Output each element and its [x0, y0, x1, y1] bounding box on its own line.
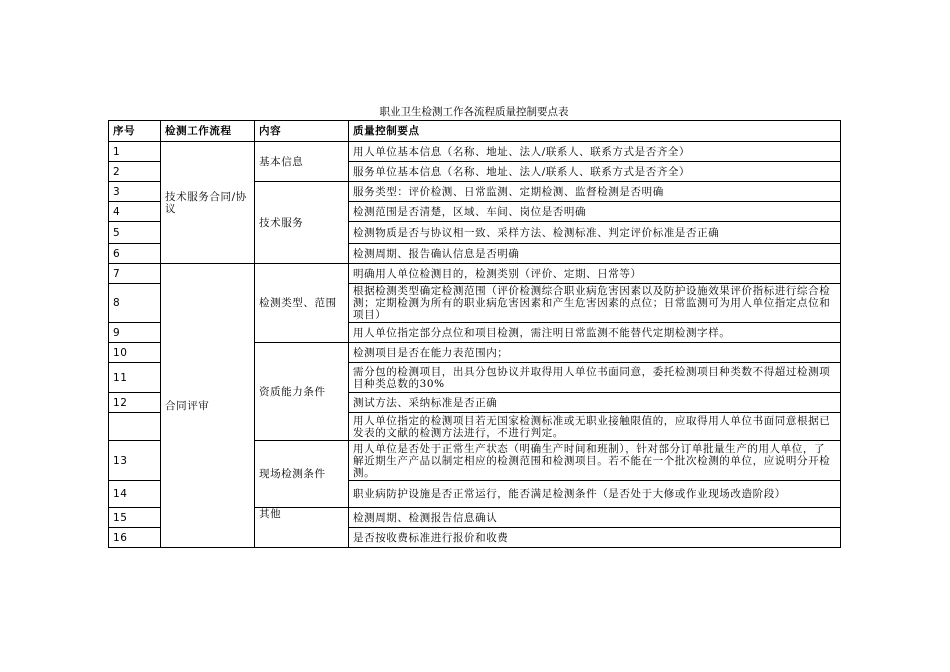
control-point: 职业病防护设施是否正常运行，能否满足检测条件（是否处于大修或作业现场改造阶段）: [349, 481, 841, 508]
row-number: 16: [109, 528, 161, 548]
table-row: [109, 264, 841, 284]
row-number: 3: [109, 182, 161, 202]
process-label: 技术服务合同/协议: [165, 190, 247, 215]
content-cell: 现场检测条件: [255, 441, 349, 508]
row-number: 2: [109, 162, 161, 182]
control-point: 用人单位基本信息（名称、地址、法人/联系人、联系方式是否齐全）: [349, 142, 841, 162]
row-number: 6: [109, 244, 161, 264]
row-number: 9: [109, 323, 161, 343]
row-number: [109, 413, 161, 441]
control-point: 检测范围是否清楚，区域、车间、岗位是否明确: [349, 202, 841, 222]
control-point: 服务类型：评价检测、日常监测、定期检测、监督检测是否明确: [349, 182, 841, 202]
header-no: 序号: [109, 121, 161, 142]
row-number: 4: [109, 202, 161, 222]
row-number: 12: [109, 393, 161, 413]
control-point: 测试方法、采纳标准是否正确: [349, 393, 841, 413]
control-point: 检测物质是否与协议相一致、采样方法、检测标准、判定评价标准是否正确: [349, 222, 841, 244]
row-number: 13: [109, 441, 161, 481]
table-header-row: [109, 121, 841, 142]
row-number: 7: [109, 264, 161, 284]
row-number: 14: [109, 481, 161, 508]
row-number: 5: [109, 222, 161, 244]
row-number: 11: [109, 363, 161, 393]
process-cell: [161, 264, 255, 548]
control-point: 检测项目是否在能力表范围内；: [349, 343, 841, 363]
header-content: 内容: [255, 121, 349, 142]
process-cell: [161, 142, 255, 264]
table-row: [109, 142, 841, 162]
row-number: 10: [109, 343, 161, 363]
header-points: 质量控制要点: [349, 121, 841, 142]
control-point: 根据检测类型确定检测范围（评价检测综合职业病危害因素以及防护设施效果评价指标进行综合检测；定期检测为所有的职业病危害因素和产生危害因素的点位；日常监测可为用人单位指定点位和项目）: [349, 284, 841, 323]
control-point: 检测周期、报告确认信息是否明确: [349, 244, 841, 264]
control-point: 服务单位基本信息（名称、地址、法人/联系人、联系方式是否齐全）: [349, 162, 841, 182]
control-point: 检测周期、检测报告信息确认: [349, 508, 841, 528]
page-title: 职业卫生检测工作各流程质量控制要点表: [379, 106, 569, 118]
control-point: 需分包的检测项目，出具分包协议并取得用人单位书面同意，委托检测项目种类数不得超过检测项目种类总数的30%: [349, 363, 841, 393]
control-point: 明确用人单位检测目的，检测类别（评价、定期、日常等）: [349, 264, 841, 284]
content-cell: 技术服务: [255, 182, 349, 264]
row-number: 8: [109, 284, 161, 323]
quality-control-table: [108, 120, 841, 548]
control-point: 用人单位指定的检测项目若无国家检测标准或无职业接触限值的，应取得用人单位书面同意根据已发表的文献的检测方法进行，不进行判定。: [349, 413, 841, 441]
row-number: 1: [109, 142, 161, 162]
process-label: 合同评审: [165, 399, 210, 412]
row-number: 15: [109, 508, 161, 528]
control-point: 用人单位指定部分点位和项目检测，需注明日常监测不能替代定期检测字样。: [349, 323, 841, 343]
content-cell: 资质能力条件: [255, 343, 349, 441]
control-point: 用人单位是否处于正常生产状态（明确生产时间和班制），针对部分订单批量生产的用人单位，了解近期生产产品以制定相应的检测范围和检测项目。若不能在一个批次检测的单位，应说明分开检测。: [349, 441, 841, 481]
control-point: 是否按收费标准进行报价和收费: [349, 528, 841, 548]
content-cell: 其他: [255, 508, 349, 548]
header-process: 检测工作流程: [161, 121, 255, 142]
content-cell: 检测类型、范围: [255, 264, 349, 343]
content-cell: 基本信息: [255, 142, 349, 182]
